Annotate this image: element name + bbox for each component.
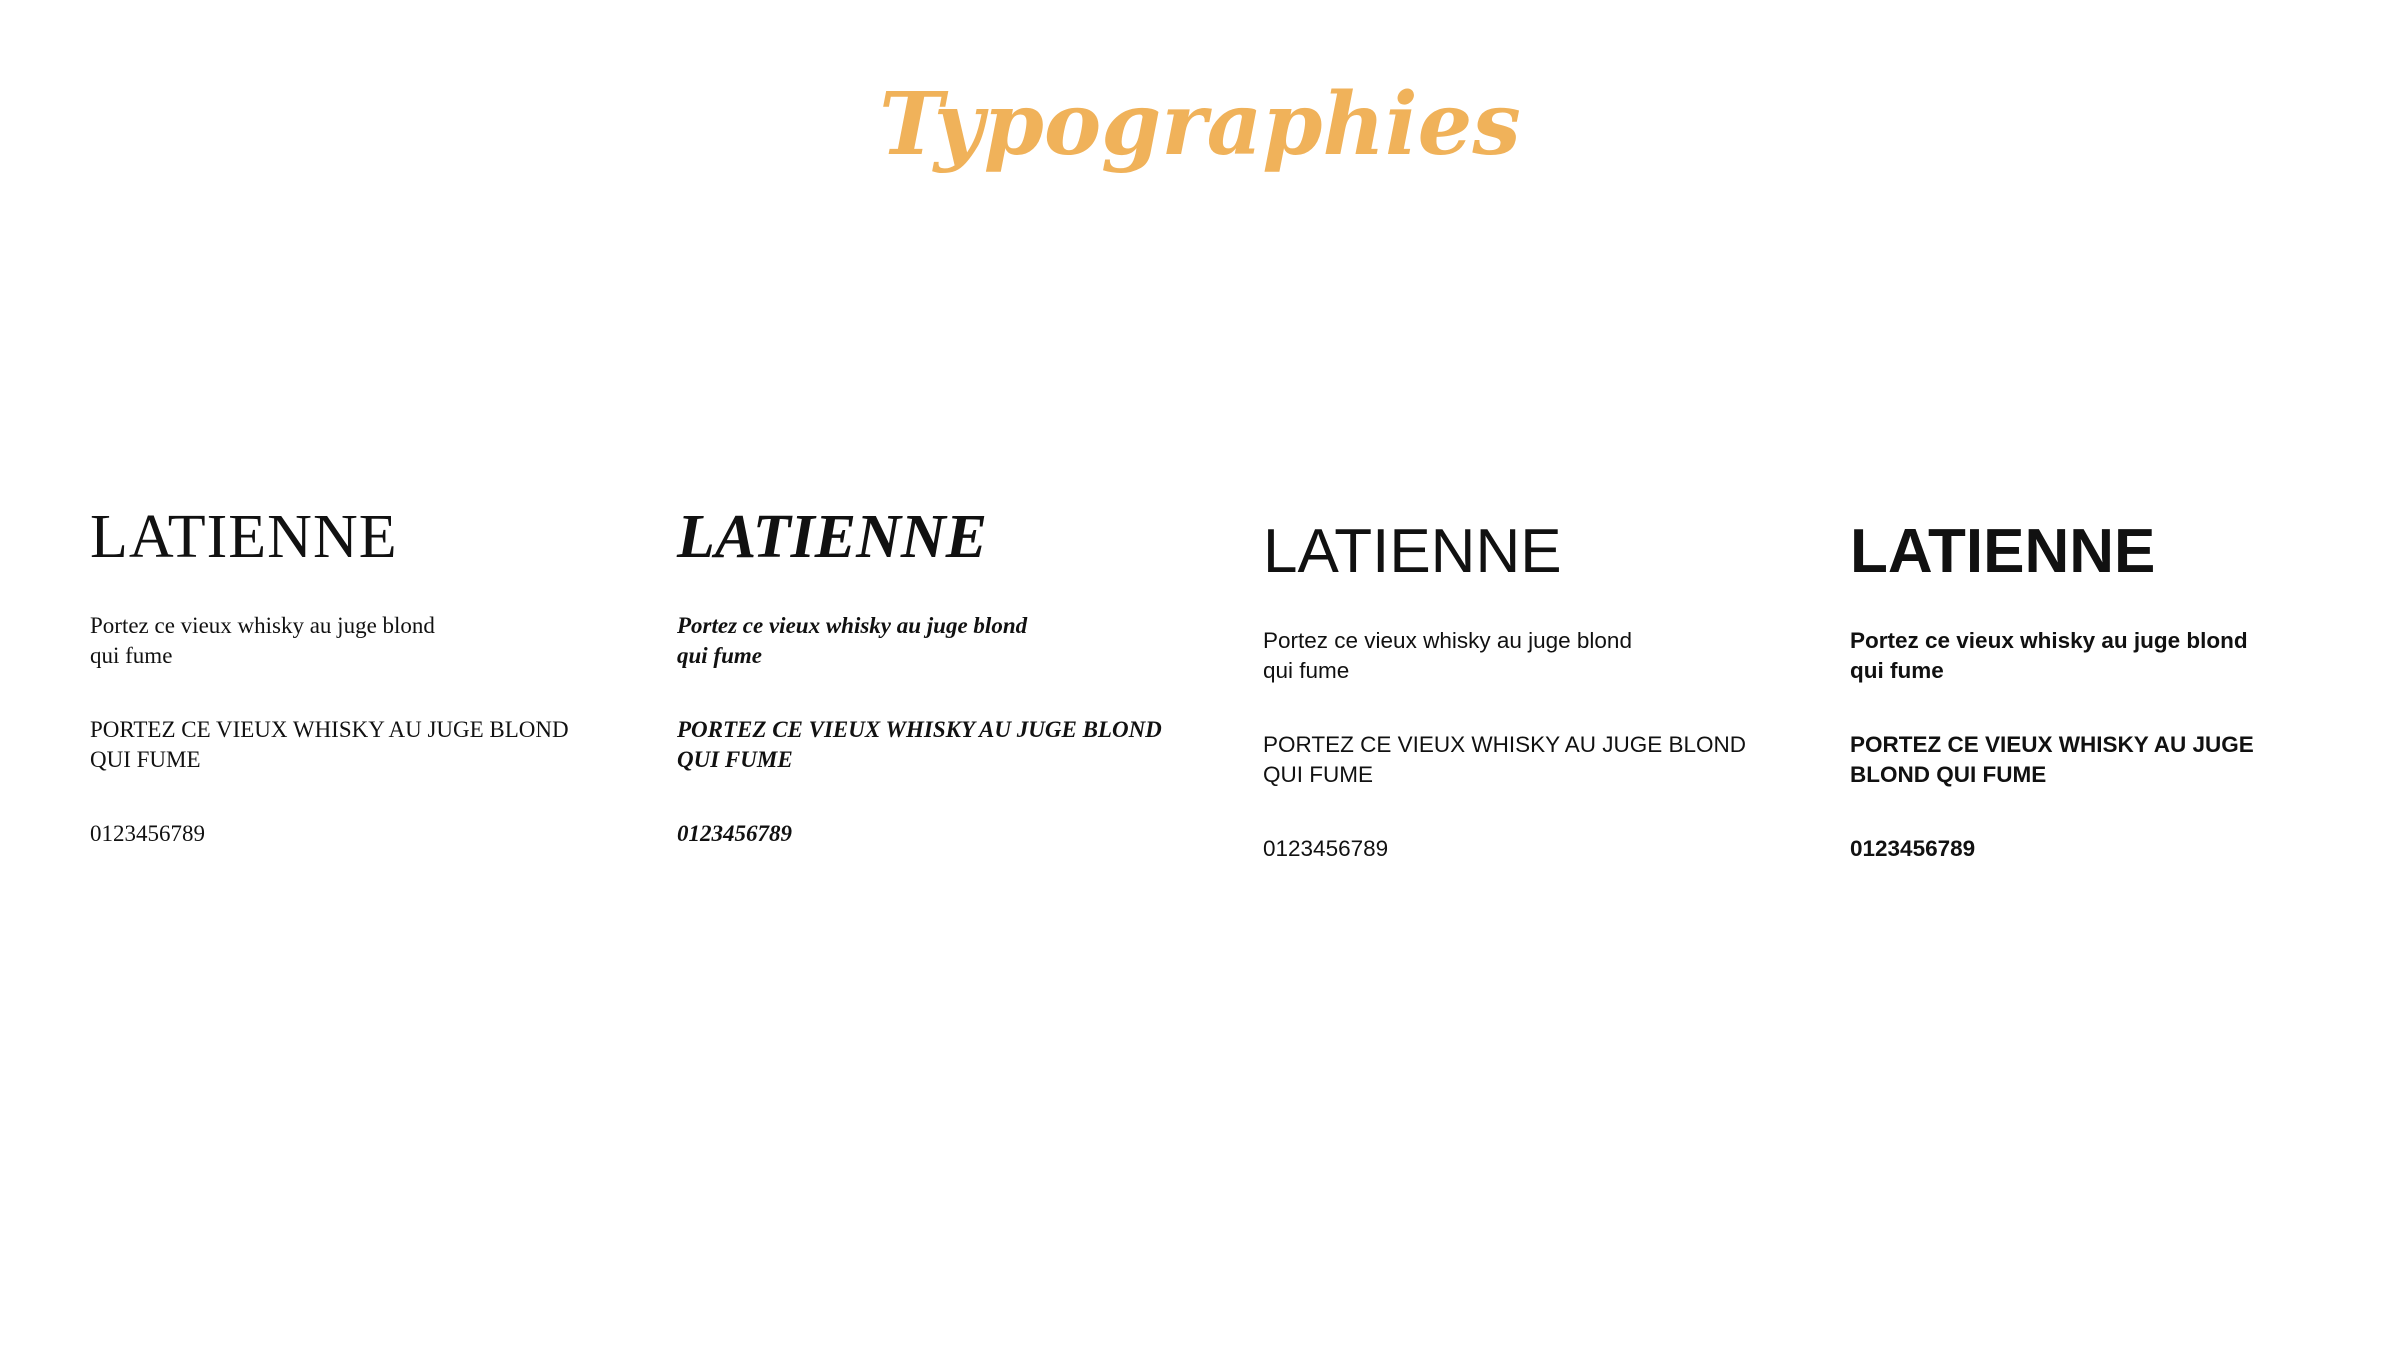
- font-specimen-sans-light: [1263, 518, 1803, 864]
- font-specimen-sans-bold: [1850, 518, 2390, 864]
- uppercase-sample: PORTEZ CE VIEUX WHISKY AU JUGE BLOND QUI FUME: [677, 717, 1162, 773]
- font-name: LATIENNE: [1263, 517, 1562, 586]
- lowercase-sample: Portez ce vieux whisky au juge blond qui fume: [1850, 628, 2248, 684]
- font-name: LATIENNE: [90, 503, 398, 571]
- lowercase-sample: Portez ce vieux whisky au juge blond qui fume: [677, 613, 1028, 669]
- uppercase-sample: PORTEZ CE VIEUX WHISKY AU JUGE BLOND QUI FUME: [1263, 732, 1747, 788]
- font-specimen-serif-regular: [90, 503, 630, 849]
- font-name: LATIENNE: [1850, 517, 2156, 586]
- page-title: Typographies: [879, 74, 1521, 175]
- digits-sample: 0123456789: [1263, 836, 1389, 862]
- lowercase-sample: Portez ce vieux whisky au juge blond qui fume: [90, 613, 435, 669]
- uppercase-sample: PORTEZ CE VIEUX WHISKY AU JUGE BLOND QUI FUME: [90, 717, 569, 773]
- font-specimen-serif-bold-italic: [677, 503, 1217, 849]
- digits-sample: 0123456789: [90, 821, 205, 847]
- digits-sample: 0123456789: [677, 821, 792, 847]
- digits-sample: 0123456789: [1850, 836, 1976, 862]
- lowercase-sample: Portez ce vieux whisky au juge blond qui fume: [1263, 628, 1632, 684]
- font-name: LATIENNE: [677, 503, 988, 571]
- uppercase-sample: PORTEZ CE VIEUX WHISKY AU JUGE BLOND QUI FUME: [1850, 732, 2254, 788]
